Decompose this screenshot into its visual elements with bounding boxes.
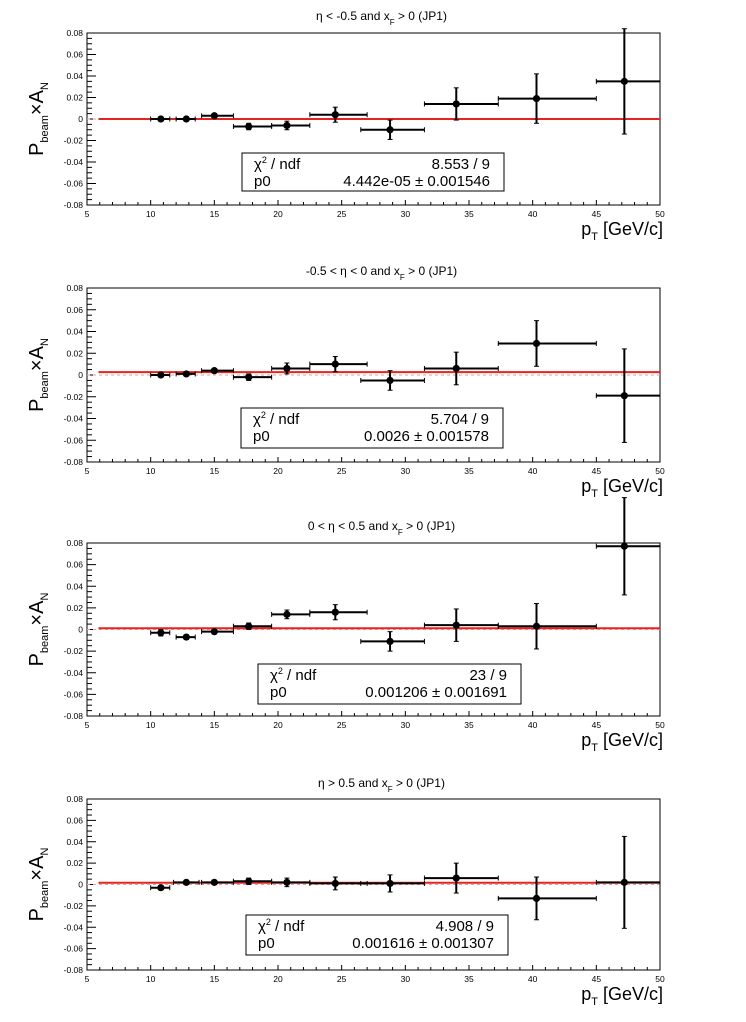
y-tick-label: -0.08 bbox=[63, 711, 83, 721]
data-marker bbox=[157, 115, 164, 122]
data-point bbox=[424, 863, 498, 893]
p0-value: 0.001206 ± 0.001691 bbox=[365, 684, 507, 701]
chart-panel-1 bbox=[26, 9, 665, 243]
y-tick-label: 0.02 bbox=[66, 92, 83, 103]
x-tick-label: 20 bbox=[273, 466, 283, 476]
data-marker bbox=[621, 543, 628, 550]
x-tick-label: 35 bbox=[464, 720, 474, 730]
x-tick-label: 35 bbox=[464, 209, 474, 219]
chi2-ndf-value: 4.908 / 9 bbox=[435, 918, 494, 935]
data-marker bbox=[386, 880, 393, 887]
chi2-ndf-value: 8.553 / 9 bbox=[431, 156, 490, 173]
y-tick-label: 0.06 bbox=[66, 49, 83, 60]
y-tick-label: 0 bbox=[78, 624, 83, 635]
x-tick-label: 45 bbox=[591, 466, 602, 476]
y-tick-label: -0.08 bbox=[63, 965, 83, 975]
chi2-ndf-label: $\chi^2$ / ndf bbox=[270, 666, 317, 684]
data-point bbox=[176, 633, 195, 640]
x-tick-label: 25 bbox=[336, 209, 347, 219]
x-tick-label: 10 bbox=[145, 209, 156, 219]
y-tick-label: -0.04 bbox=[63, 922, 83, 933]
data-point bbox=[272, 610, 310, 619]
x-tick-label: 5 bbox=[84, 974, 90, 984]
chart-title: 0 < η < 0.5 and $x_F > 0$ (JP1) bbox=[307, 519, 456, 537]
data-point bbox=[424, 609, 498, 641]
chi2-ndf-label: $\chi^2$ / ndf bbox=[253, 410, 300, 428]
x-tick-label: 30 bbox=[400, 209, 411, 219]
p0-label: p0 bbox=[253, 428, 270, 445]
y-tick-label: -0.02 bbox=[63, 391, 83, 402]
data-point bbox=[596, 836, 660, 928]
chart-panel-2 bbox=[26, 264, 665, 500]
fit-stat-box bbox=[241, 408, 503, 448]
x-tick-label: 40 bbox=[527, 720, 538, 730]
data-marker bbox=[211, 628, 218, 635]
data-point bbox=[596, 498, 660, 595]
y-tick-label: 0.02 bbox=[66, 348, 83, 359]
x-tick-label: 50 bbox=[655, 209, 665, 219]
x-tick-label: 10 bbox=[145, 720, 156, 730]
p0-label: p0 bbox=[270, 684, 287, 701]
y-tick-label: 0.06 bbox=[66, 304, 83, 315]
p0-label: p0 bbox=[254, 173, 271, 190]
y-tick-label: -0.06 bbox=[63, 435, 83, 446]
data-point bbox=[233, 878, 271, 885]
data-point bbox=[233, 123, 271, 130]
x-tick-label: 40 bbox=[527, 209, 538, 219]
data-marker bbox=[245, 123, 252, 130]
data-marker bbox=[183, 370, 190, 377]
chart-title: -0.5 < η < 0 and $x_F > 0$ (JP1) bbox=[305, 264, 458, 282]
data-point bbox=[361, 120, 425, 139]
data-marker bbox=[183, 879, 190, 886]
x-tick-label: 15 bbox=[209, 466, 220, 476]
data-marker bbox=[283, 122, 290, 129]
y-tick-label: 0.04 bbox=[66, 326, 83, 337]
y-tick-label: -0.04 bbox=[63, 667, 83, 678]
x-tick-label: 45 bbox=[591, 209, 602, 219]
y-tick-label: 0.02 bbox=[66, 602, 83, 613]
y-tick-label: 0.08 bbox=[66, 28, 83, 38]
data-marker bbox=[245, 623, 252, 630]
data-marker bbox=[211, 879, 218, 886]
p0-value: 0.001616 ± 0.001307 bbox=[352, 935, 494, 952]
data-marker bbox=[332, 111, 339, 118]
chi2-ndf-value: 5.704 / 9 bbox=[430, 411, 489, 428]
data-marker bbox=[621, 78, 628, 85]
data-point bbox=[202, 879, 234, 886]
x-tick-label: 10 bbox=[145, 974, 156, 984]
data-marker bbox=[245, 878, 252, 885]
data-marker bbox=[245, 374, 252, 381]
x-tick-label: 50 bbox=[655, 974, 665, 984]
x-tick-label: 40 bbox=[527, 974, 538, 984]
chart-panel-4 bbox=[26, 776, 665, 1008]
y-tick-label: 0.04 bbox=[66, 581, 83, 592]
y-axis-label: $P_{beam}\times A_N$ bbox=[26, 847, 51, 922]
data-point bbox=[151, 115, 170, 122]
data-point bbox=[151, 629, 170, 636]
y-tick-label: 0.08 bbox=[66, 283, 83, 293]
data-point bbox=[310, 877, 367, 890]
data-marker bbox=[621, 879, 628, 886]
x-tick-label: 5 bbox=[84, 209, 90, 219]
chart-title: η < -0.5 and $x_F > 0$ (JP1) bbox=[316, 9, 447, 27]
data-marker bbox=[453, 622, 460, 629]
x-tick-label: 25 bbox=[336, 974, 347, 984]
data-marker bbox=[386, 638, 393, 645]
data-point bbox=[310, 107, 367, 122]
data-marker bbox=[183, 633, 190, 640]
x-axis-label: $p_T$ [GeV/c] bbox=[581, 984, 663, 1008]
data-marker bbox=[211, 367, 218, 374]
data-marker bbox=[332, 361, 339, 368]
data-point bbox=[498, 604, 596, 649]
chart-title: η > 0.5 and $x_F > 0$ (JP1) bbox=[318, 776, 445, 794]
p0-value: 4.442e-05 ± 0.001546 bbox=[343, 173, 490, 190]
data-marker bbox=[533, 95, 540, 102]
data-point bbox=[361, 875, 425, 892]
data-marker bbox=[157, 371, 164, 378]
y-axis-label: $P_{beam}\times A_N$ bbox=[26, 82, 51, 156]
x-tick-label: 20 bbox=[273, 974, 283, 984]
data-marker bbox=[211, 112, 218, 119]
chi2-ndf-value: 23 / 9 bbox=[469, 667, 507, 684]
data-point bbox=[310, 357, 367, 372]
x-tick-label: 15 bbox=[209, 209, 220, 219]
y-tick-label: 0.08 bbox=[66, 794, 83, 804]
chi2-ndf-label: $\chi^2$ / ndf bbox=[258, 917, 305, 935]
data-point bbox=[361, 632, 425, 651]
x-tick-label: 20 bbox=[273, 720, 283, 730]
data-marker bbox=[621, 392, 628, 399]
chart-panel-3 bbox=[26, 498, 665, 754]
x-tick-label: 30 bbox=[400, 974, 411, 984]
x-tick-label: 15 bbox=[209, 720, 220, 730]
y-tick-label: 0.06 bbox=[66, 815, 83, 826]
chi2-ndf-label: $\chi^2$ / ndf bbox=[254, 155, 301, 173]
x-tick-label: 15 bbox=[209, 974, 220, 984]
fit-stat-box bbox=[242, 153, 504, 191]
x-tick-label: 50 bbox=[655, 720, 665, 730]
x-tick-label: 40 bbox=[527, 466, 538, 476]
data-marker bbox=[157, 629, 164, 636]
data-marker bbox=[453, 365, 460, 372]
x-tick-label: 50 bbox=[655, 466, 665, 476]
x-tick-label: 20 bbox=[273, 209, 283, 219]
x-axis-label: $p_T$ [GeV/c] bbox=[581, 219, 663, 243]
data-marker bbox=[386, 377, 393, 384]
data-marker bbox=[533, 895, 540, 902]
data-marker bbox=[183, 115, 190, 122]
x-tick-label: 45 bbox=[591, 720, 602, 730]
data-marker bbox=[386, 126, 393, 133]
y-tick-label: 0 bbox=[78, 114, 83, 124]
data-marker bbox=[533, 623, 540, 630]
data-point bbox=[498, 321, 596, 367]
data-point bbox=[310, 605, 367, 620]
data-point bbox=[424, 352, 498, 385]
y-tick-label: 0.06 bbox=[66, 559, 83, 570]
x-axis-label: $p_T$ [GeV/c] bbox=[581, 730, 663, 754]
x-tick-label: 5 bbox=[84, 466, 90, 476]
data-point bbox=[272, 878, 310, 887]
data-marker bbox=[283, 365, 290, 372]
fit-stat-box bbox=[258, 664, 521, 704]
x-tick-label: 10 bbox=[145, 466, 156, 476]
y-tick-label: -0.06 bbox=[63, 178, 83, 189]
data-marker bbox=[332, 880, 339, 887]
x-tick-label: 5 bbox=[84, 720, 90, 730]
data-point bbox=[151, 884, 170, 891]
y-tick-label: 0.08 bbox=[66, 538, 83, 548]
y-axis-label: $P_{beam}\times A_N$ bbox=[26, 592, 51, 667]
x-tick-label: 45 bbox=[591, 974, 602, 984]
y-tick-label: -0.06 bbox=[63, 943, 83, 954]
y-tick-label: -0.04 bbox=[63, 413, 83, 424]
y-tick-label: 0.04 bbox=[66, 71, 83, 81]
data-point bbox=[596, 349, 660, 443]
data-marker bbox=[332, 609, 339, 616]
data-marker bbox=[283, 879, 290, 886]
data-point bbox=[361, 371, 425, 391]
y-tick-label: -0.08 bbox=[63, 457, 83, 467]
data-marker bbox=[453, 874, 460, 881]
y-tick-label: -0.08 bbox=[63, 200, 83, 210]
y-tick-label: 0 bbox=[78, 879, 83, 890]
data-marker bbox=[283, 611, 290, 618]
data-point bbox=[176, 115, 195, 122]
x-tick-label: 25 bbox=[336, 720, 347, 730]
data-point bbox=[272, 121, 310, 130]
y-tick-label: -0.02 bbox=[63, 900, 83, 911]
x-axis-label: $p_T$ [GeV/c] bbox=[581, 476, 663, 500]
y-tick-label: -0.06 bbox=[63, 689, 83, 700]
data-point bbox=[498, 74, 596, 123]
y-tick-label: -0.04 bbox=[63, 157, 83, 167]
y-tick-label: -0.02 bbox=[63, 135, 83, 146]
y-axis-label: $P_{beam}\times A_N$ bbox=[26, 338, 51, 412]
data-marker bbox=[453, 100, 460, 107]
data-marker bbox=[533, 340, 540, 347]
x-tick-label: 25 bbox=[336, 466, 347, 476]
x-tick-label: 30 bbox=[400, 720, 411, 730]
y-tick-label: 0.02 bbox=[66, 858, 83, 869]
data-marker bbox=[157, 884, 164, 891]
x-tick-label: 35 bbox=[464, 466, 474, 476]
p0-label: p0 bbox=[258, 935, 275, 952]
fit-stat-box bbox=[246, 915, 508, 955]
y-tick-label: 0.04 bbox=[66, 836, 83, 847]
p0-value: 0.0026 ± 0.001578 bbox=[363, 428, 489, 445]
y-tick-label: 0 bbox=[78, 370, 83, 380]
data-point bbox=[424, 88, 498, 120]
x-tick-label: 35 bbox=[464, 974, 474, 984]
x-tick-label: 30 bbox=[400, 466, 411, 476]
y-tick-label: -0.02 bbox=[63, 646, 83, 657]
